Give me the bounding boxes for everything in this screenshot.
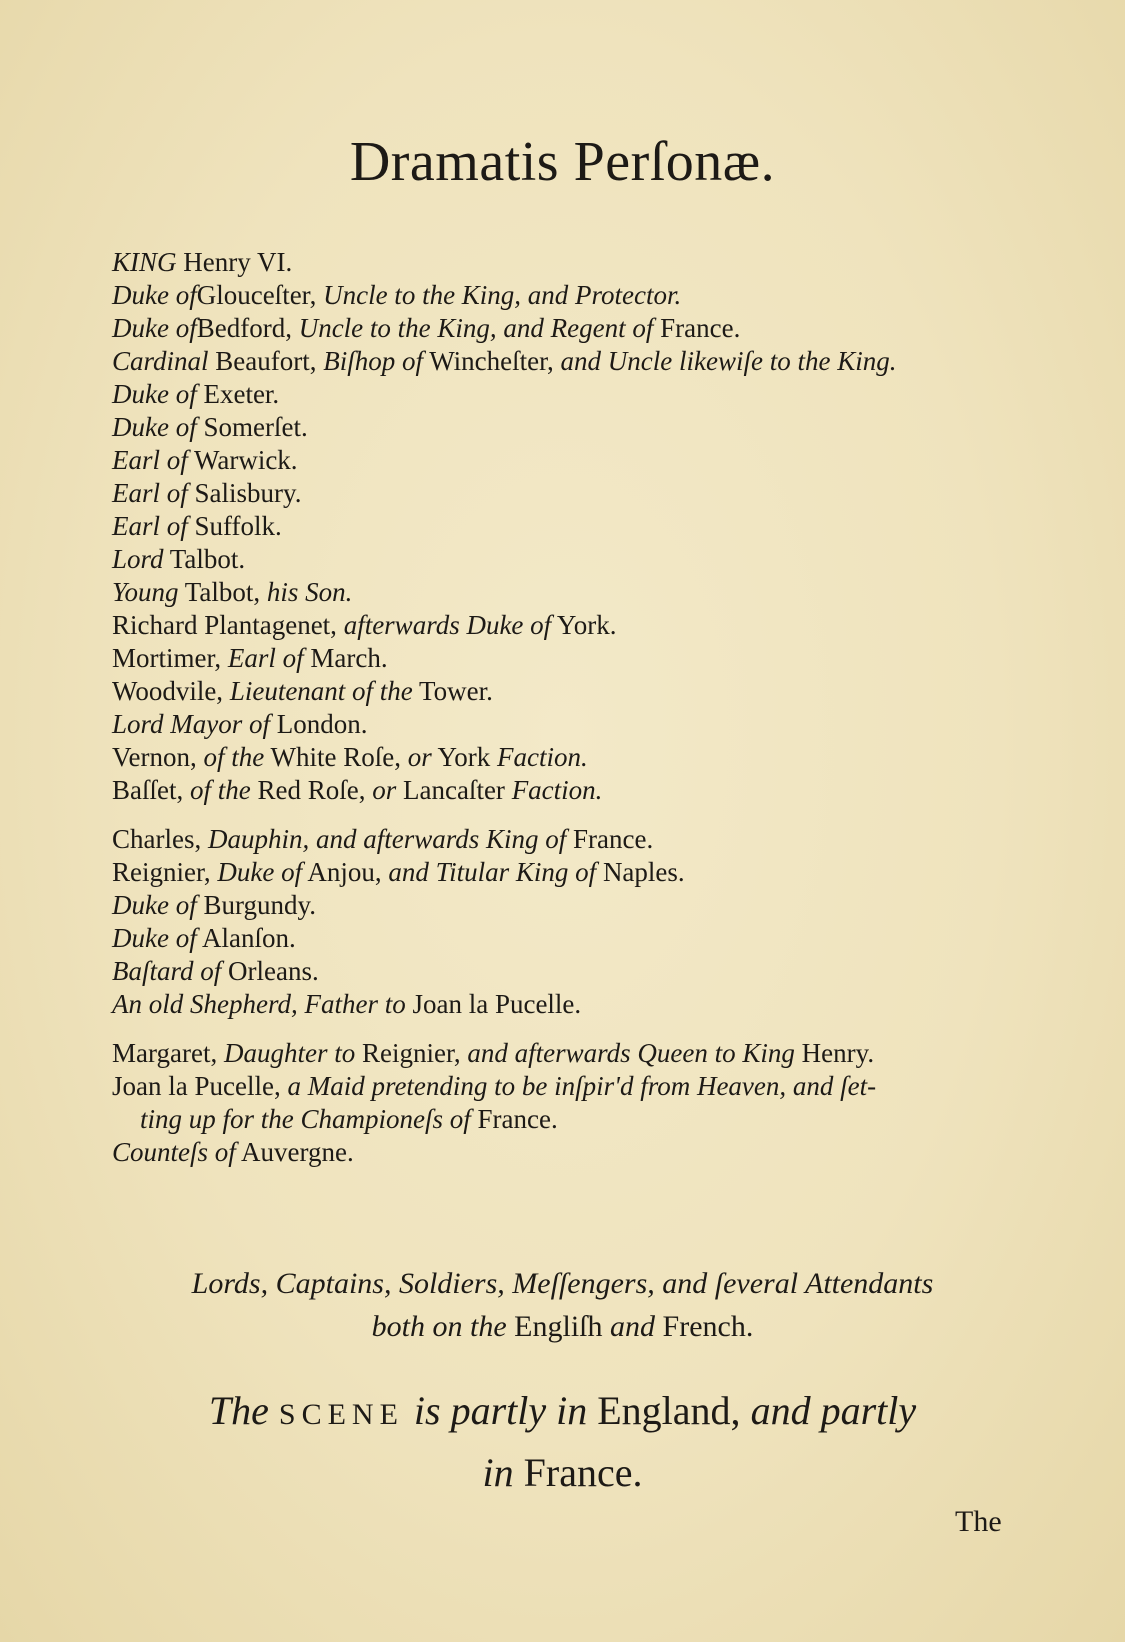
cast-entry: Baſſet, of the Red Roſe, or Lancaſter Faction. — [112, 775, 603, 805]
attendants-line-1: Lords, Captains, Soldiers, Meſſengers, and ſeveral Attendants — [191, 1267, 934, 1300]
cast-entry: Duke of Alanſon. — [112, 923, 296, 953]
cast-entry: Duke of Exeter. — [112, 379, 280, 409]
cast-entry: Young Talbot, his Son. — [112, 577, 353, 607]
cast-entry-margaret: Margaret, Daughter to Reignier, and afterwards Queen to King Henry. — [112, 1038, 875, 1068]
cast-list — [112, 246, 1032, 1169]
page-title: Dramatis Perſonæ. — [349, 131, 776, 193]
cast-entry: Richard Plantagenet, afterwards Duke of York. — [112, 610, 617, 640]
cast-entry: Reignier, Duke of Anjou, and Titular King of Naples. — [112, 857, 685, 887]
cast-entry: Cardinal Beaufort, Biſhop of Wincheſter, and Uncle likewiſe to the King. — [112, 346, 897, 376]
cast-entry: An old Shepherd, Father to Joan la Pucelle. — [112, 989, 582, 1019]
cast-entry: Earl of Salisbury. — [112, 478, 302, 508]
cast-entry: Lord Mayor of London. — [112, 709, 368, 739]
cast-entry-countess: Counteſs of Auvergne. — [112, 1137, 354, 1167]
cast-entry: Duke ofGlouceſter, Uncle to the King, and Protector. — [112, 280, 682, 310]
english-characters — [112, 246, 1032, 807]
attendants-note — [0, 1262, 1125, 1348]
scene-note — [0, 1382, 1125, 1502]
cast-entry-joan: Joan la Pucelle, a Maid pretending to be inſpir'd from Heaven, and ſet- — [112, 1071, 877, 1101]
female-characters — [112, 1037, 1032, 1169]
scene-line-2: in France. — [482, 1450, 643, 1495]
scene-line-1: The SCENE is partly in England, and partly — [208, 1388, 917, 1433]
cast-entry: Charles, Dauphin, and afterwards King of France. — [112, 824, 654, 854]
cast-entry: Earl of Suffolk. — [112, 511, 282, 541]
french-characters — [112, 823, 1032, 1021]
cast-entry: KING Henry VI. — [112, 247, 293, 277]
cast-entry: Duke of Burgundy. — [112, 890, 316, 920]
cast-entry: Baſtard of Orleans. — [112, 956, 319, 986]
cast-entry: Earl of Warwick. — [112, 445, 298, 475]
cast-entry: Duke of Somerſet. — [112, 412, 308, 442]
catchword: The — [955, 1505, 1002, 1538]
cast-entry: Woodvile, Lieutenant of the Tower. — [112, 676, 493, 706]
cast-entry: Vernon, of the White Roſe, or York Faction. — [112, 742, 588, 772]
cast-entry: Mortimer, Earl of March. — [112, 643, 388, 673]
cast-entry: Duke ofBedford, Uncle to the King, and Regent of France. — [112, 313, 741, 343]
cast-entry-joan-continued: ting up for the Championeſs of France. — [140, 1104, 558, 1134]
attendants-line-2: both on the Engliſh and French. — [371, 1310, 754, 1343]
cast-entry: Lord Talbot. — [112, 544, 246, 574]
